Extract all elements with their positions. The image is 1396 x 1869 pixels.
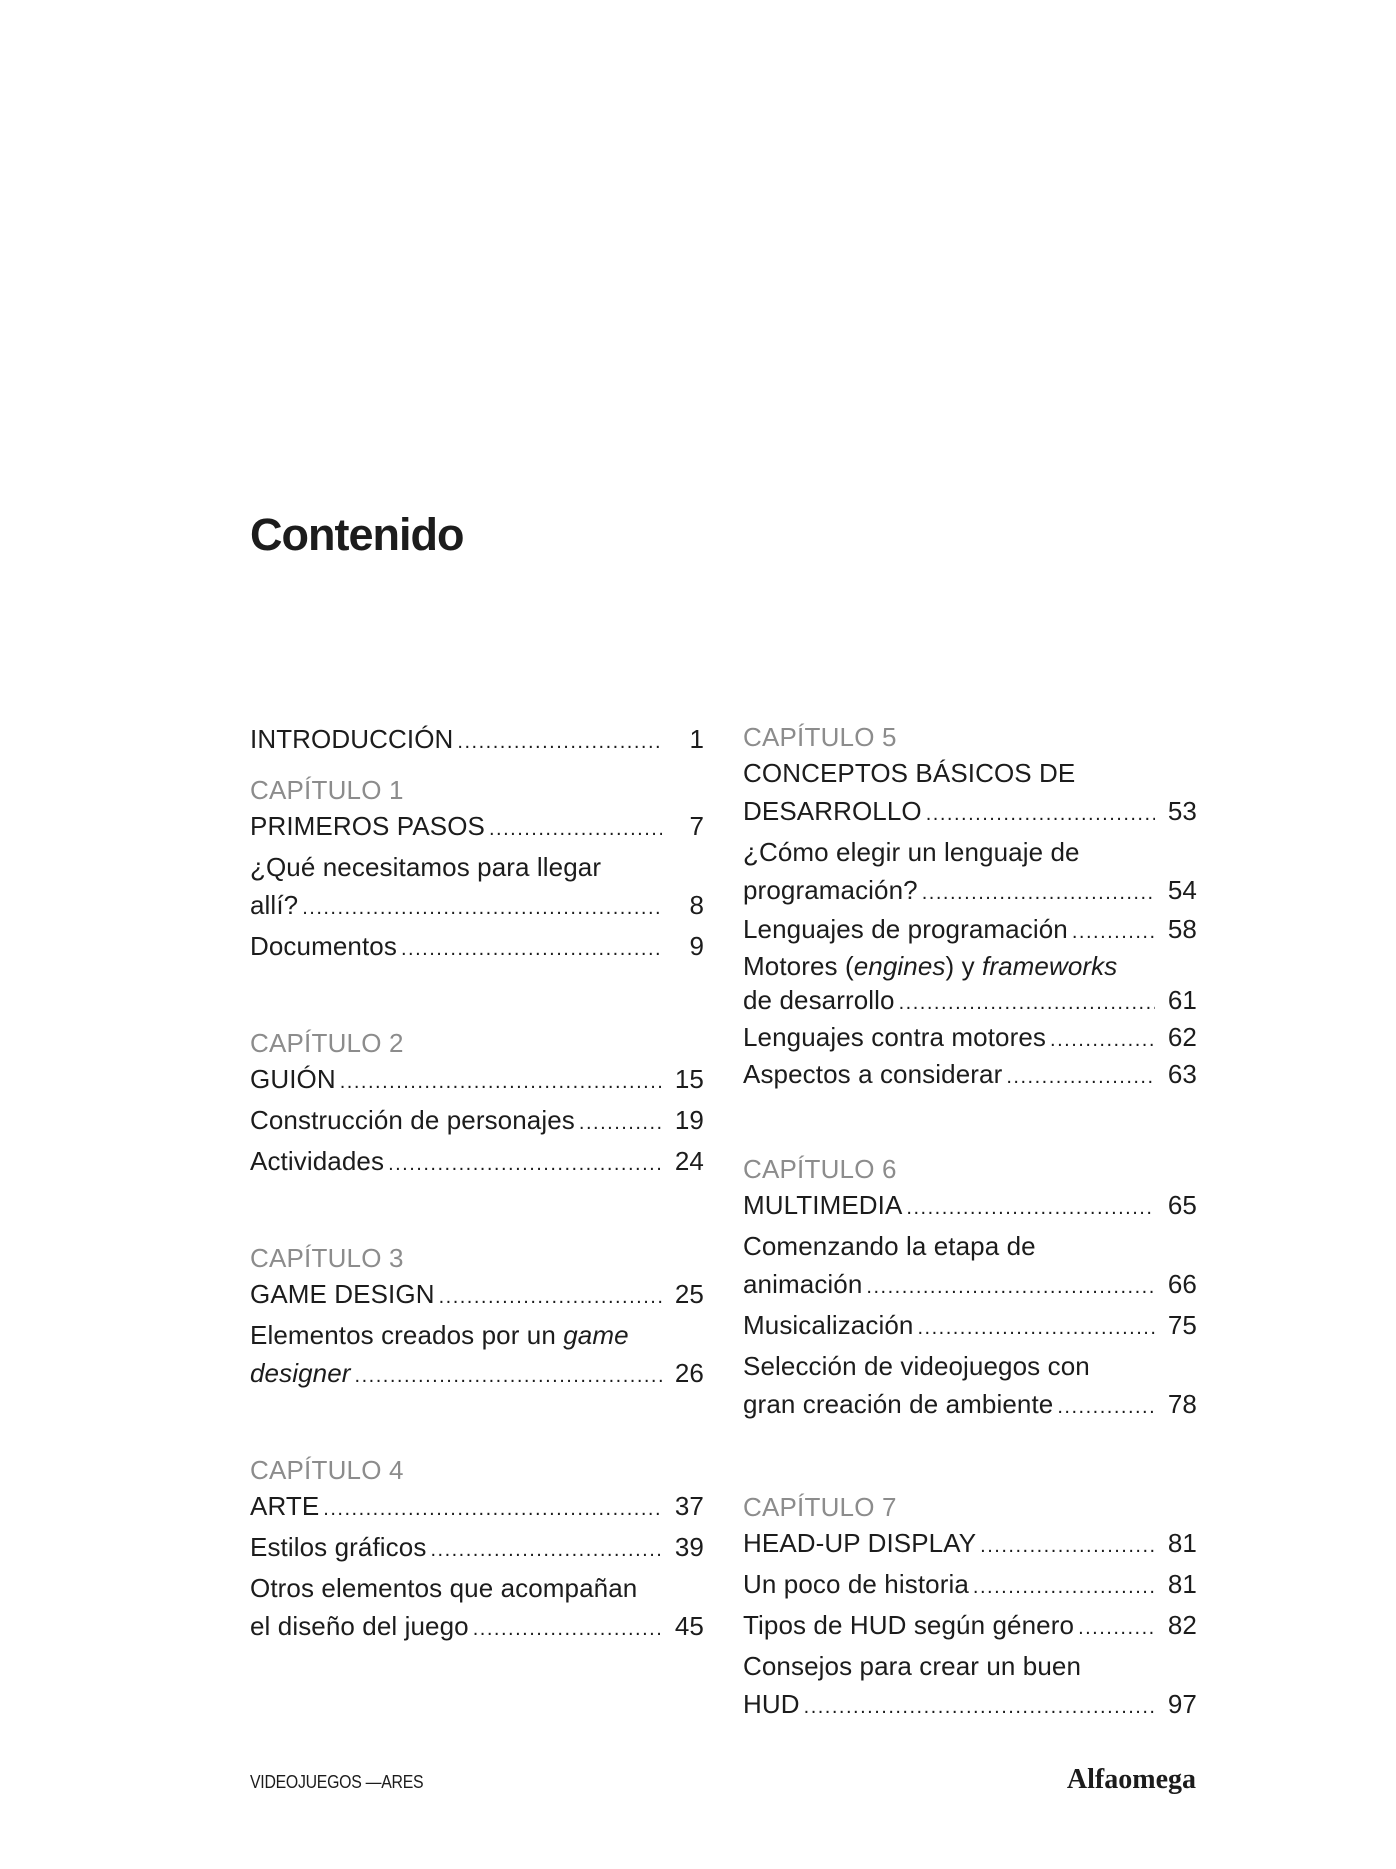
dot-leader — [489, 810, 662, 848]
toc-entry[interactable] — [743, 1606, 1197, 1647]
chapter-label: CAPÍTULO 4 — [250, 1455, 404, 1485]
toc-entry[interactable] — [743, 1227, 1197, 1306]
toc-section-intro — [250, 720, 704, 761]
footer-publisher-logo: Alfaomega — [1066, 1764, 1196, 1795]
toc-entry-title: Un poco de historia — [743, 1569, 969, 1599]
toc-entry[interactable] — [743, 1524, 1197, 1565]
toc-section-chapter-7 — [743, 1490, 1197, 1726]
toc-entry-title: HEAD-UP DISPLAY — [743, 1528, 977, 1558]
toc-entry-title: Actividades — [250, 1146, 385, 1176]
dot-leader — [973, 1568, 1155, 1606]
toc-entry[interactable] — [743, 912, 1197, 949]
toc-entry-title: Construcción de personajes — [250, 1105, 575, 1135]
toc-entry[interactable] — [743, 754, 1197, 833]
toc-entry-title-line: ¿Cómo elegir un lenguaje de — [743, 837, 1080, 867]
toc-entry-title: GUIÓN — [250, 1064, 336, 1094]
toc-entry[interactable] — [250, 1487, 704, 1528]
toc-entry[interactable] — [250, 1528, 704, 1569]
toc-entry-title: INTRODUCCIÓN — [250, 724, 454, 754]
toc-page-number: 45 — [674, 1611, 704, 1641]
toc-entry-title-italic: frameworks — [982, 951, 1118, 981]
toc-page-number: 7 — [689, 811, 704, 841]
dot-leader — [302, 889, 662, 927]
toc-page-number: 81 — [1167, 1528, 1197, 1558]
toc-page-number: 81 — [1167, 1569, 1197, 1599]
chapter-label: CAPÍTULO 3 — [250, 1243, 404, 1273]
toc-page-number: 26 — [674, 1358, 704, 1388]
dot-leader — [1078, 1609, 1155, 1647]
toc-entry-title-line: Consejos para crear un buen — [743, 1651, 1082, 1681]
dot-leader — [926, 795, 1155, 833]
toc-entry[interactable] — [743, 1647, 1197, 1726]
toc-entry-title: MULTIMEDIA — [743, 1190, 903, 1220]
toc-page-number: 97 — [1167, 1689, 1197, 1719]
toc-page-number: 63 — [1167, 1059, 1197, 1089]
dot-leader — [388, 1145, 662, 1183]
toc-entry-title: Tipos de HUD según género — [743, 1610, 1075, 1640]
toc-entry[interactable] — [743, 949, 1197, 1020]
dot-leader — [922, 874, 1155, 912]
toc-entry-title-part: Motores ( — [743, 951, 854, 981]
toc-entry[interactable] — [743, 1020, 1197, 1057]
toc-entry-title-line: Otros elementos que acompañan — [250, 1573, 638, 1603]
toc-page-number: 61 — [1167, 985, 1197, 1015]
toc-entry-title-italic: designer — [250, 1358, 351, 1388]
dot-leader — [1006, 1060, 1155, 1094]
toc-entry[interactable] — [743, 1565, 1197, 1606]
dot-leader — [355, 1357, 662, 1395]
chapter-label: CAPÍTULO 6 — [743, 1154, 897, 1184]
dot-leader — [457, 723, 662, 761]
toc-entry-title-part: ) y — [945, 951, 982, 981]
toc-entry-title: HUD — [743, 1689, 800, 1719]
toc-entry[interactable] — [250, 1275, 704, 1316]
toc-entry-title: GAME DESIGN — [250, 1279, 435, 1309]
toc-entry[interactable] — [743, 1057, 1197, 1094]
dot-leader — [1050, 1023, 1155, 1057]
toc-entry[interactable] — [250, 1316, 704, 1395]
toc-entry[interactable] — [250, 848, 704, 927]
toc-page-number: 24 — [674, 1146, 704, 1176]
toc-entry[interactable] — [250, 1142, 704, 1183]
toc-page-number: 39 — [674, 1532, 704, 1562]
toc-section-chapter-2 — [250, 1026, 704, 1183]
toc-page-number: 75 — [1167, 1310, 1197, 1340]
toc-entry-title-part: Elementos creados por un — [250, 1320, 556, 1350]
toc-entry[interactable] — [250, 1101, 704, 1142]
toc-entry[interactable] — [743, 1186, 1197, 1227]
toc-page-number: 58 — [1167, 914, 1197, 944]
toc-entry-title: gran creación de ambiente — [743, 1389, 1054, 1419]
dot-leader — [340, 1063, 662, 1101]
toc-page-number: 66 — [1167, 1269, 1197, 1299]
dot-leader — [401, 930, 662, 968]
toc-entry-title: DESARROLLO — [743, 796, 922, 826]
toc-right-column — [743, 720, 1197, 1726]
dot-leader — [917, 1309, 1155, 1347]
toc-entry[interactable] — [250, 1569, 704, 1648]
toc-entry-title: Documentos — [250, 931, 397, 961]
toc-entry[interactable] — [250, 720, 704, 761]
toc-entry-title: Musicalización — [743, 1310, 914, 1340]
toc-entry-title-line — [743, 949, 1197, 983]
toc-entry-title: de desarrollo — [743, 985, 895, 1015]
toc-page-number: 54 — [1167, 875, 1197, 905]
dot-leader — [579, 1104, 662, 1142]
dot-leader — [980, 1527, 1155, 1565]
dot-leader — [323, 1490, 662, 1528]
dot-leader — [1072, 915, 1155, 949]
chapter-label: CAPÍTULO 7 — [743, 1492, 897, 1522]
toc-entry-title: allí? — [250, 890, 299, 920]
toc-entry[interactable] — [250, 807, 704, 848]
toc-entry[interactable] — [743, 1306, 1197, 1347]
toc-page-number: 1 — [689, 724, 704, 754]
chapter-label: CAPÍTULO 5 — [743, 722, 897, 752]
toc-entry-title: Lenguajes contra motores — [743, 1022, 1047, 1052]
toc-page-number: 65 — [1167, 1190, 1197, 1220]
toc-page-number: 37 — [674, 1491, 704, 1521]
toc-page-number: 53 — [1167, 796, 1197, 826]
toc-section-chapter-5 — [743, 720, 1197, 1094]
toc-section-chapter-4 — [250, 1453, 704, 1648]
toc-entry-title: PRIMEROS PASOS — [250, 811, 485, 841]
dot-leader — [473, 1610, 662, 1648]
toc-page-number: 8 — [689, 890, 704, 920]
toc-entry-title: programación? — [743, 875, 918, 905]
dot-leader — [906, 1189, 1155, 1227]
toc-entry-title: Aspectos a considerar — [743, 1059, 1003, 1089]
toc-page-number: 9 — [689, 931, 704, 961]
toc-entry-title: Lenguajes de programación — [743, 914, 1068, 944]
footer-book-title: VIDEOJUEGOS —ARES — [250, 1772, 424, 1792]
toc-entry-title-line — [250, 1316, 704, 1354]
dot-leader — [866, 1268, 1155, 1306]
toc-page-number: 19 — [674, 1105, 704, 1135]
toc-entry-title-line: ¿Qué necesitamos para llegar — [250, 852, 602, 882]
toc-entry-title-italic: engines — [853, 951, 946, 981]
chapter-label: CAPÍTULO 1 — [250, 775, 404, 805]
toc-entry-title: el diseño del juego — [250, 1611, 469, 1641]
dot-leader — [1057, 1388, 1155, 1426]
toc-entry-title-line: Selección de videojuegos con — [743, 1351, 1090, 1381]
toc-page-number: 15 — [674, 1064, 704, 1094]
toc-entry[interactable] — [250, 927, 704, 968]
toc-entry[interactable] — [743, 1347, 1197, 1426]
toc-section-chapter-3 — [250, 1241, 704, 1395]
toc-page-number: 62 — [1167, 1022, 1197, 1052]
toc-entry-title-italic: game — [563, 1320, 629, 1350]
dot-leader — [430, 1531, 662, 1569]
toc-page-number: 78 — [1167, 1389, 1197, 1419]
toc-entry-title: Estilos gráficos — [250, 1532, 427, 1562]
toc-entry-title: ARTE — [250, 1491, 320, 1521]
toc-entry-title: animación — [743, 1269, 863, 1299]
toc-page-number: 82 — [1167, 1610, 1197, 1640]
dot-leader — [439, 1278, 662, 1316]
toc-page-number: 25 — [674, 1279, 704, 1309]
chapter-label: CAPÍTULO 2 — [250, 1028, 404, 1058]
toc-entry-title — [250, 1354, 351, 1392]
toc-entry[interactable] — [250, 1060, 704, 1101]
toc-entry-title-line: CONCEPTOS BÁSICOS DE — [743, 758, 1076, 788]
page-title: Contenido — [250, 509, 464, 560]
dot-leader — [804, 1688, 1155, 1726]
toc-entry[interactable] — [743, 833, 1197, 912]
toc-section-chapter-6 — [743, 1152, 1197, 1426]
dot-leader — [899, 986, 1155, 1020]
toc-section-chapter-1 — [250, 773, 704, 968]
toc-left-column — [250, 720, 704, 1648]
toc-entry-title-line: Comenzando la etapa de — [743, 1231, 1036, 1261]
